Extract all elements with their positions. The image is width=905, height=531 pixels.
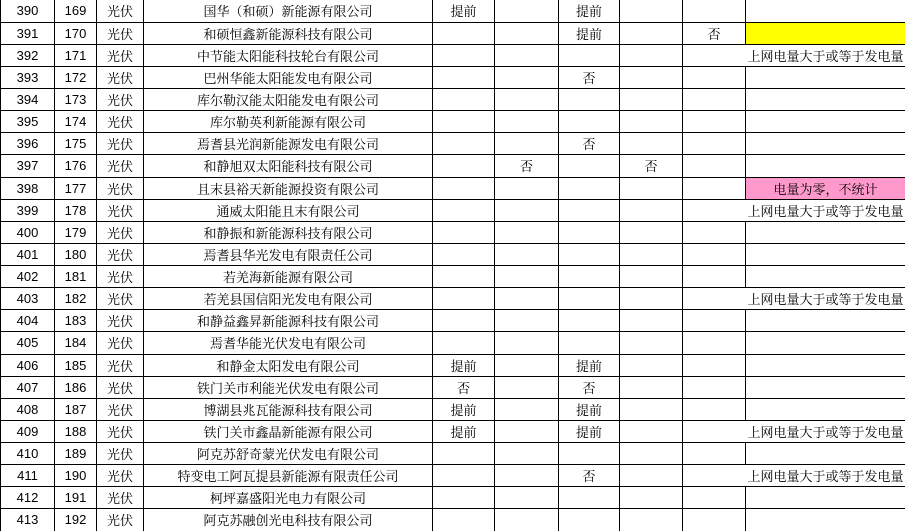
seq-number-cell[interactable]: 172 — [55, 66, 97, 88]
status-cell-3[interactable]: 否 — [559, 66, 620, 88]
status-cell-1[interactable] — [433, 487, 495, 509]
status-cell-5[interactable] — [683, 266, 746, 288]
seq-number-cell[interactable]: 188 — [55, 420, 97, 442]
status-cell-1[interactable]: 提前 — [433, 420, 495, 442]
status-cell-1[interactable] — [433, 465, 495, 487]
status-cell-1[interactable] — [433, 89, 495, 111]
seq-number-cell[interactable]: 181 — [55, 266, 97, 288]
seq-number-cell[interactable]: 169 — [55, 0, 97, 22]
company-name-cell[interactable]: 若羌县国信阳光发电有限公司 — [144, 288, 433, 310]
status-cell-4[interactable] — [620, 332, 683, 354]
status-cell-5[interactable] — [683, 332, 746, 354]
type-cell[interactable]: 光伏 — [97, 199, 144, 221]
status-cell-3[interactable] — [559, 443, 620, 465]
company-name-cell[interactable]: 铁门关市鑫晶新能源有限公司 — [144, 420, 433, 442]
status-cell-3[interactable]: 提前 — [559, 22, 620, 44]
type-cell[interactable]: 光伏 — [97, 354, 144, 376]
table-row — [1, 266, 905, 288]
table-row — [1, 376, 905, 398]
table-row — [1, 310, 905, 332]
status-cell-1[interactable] — [433, 44, 495, 66]
status-cell-4[interactable] — [620, 487, 683, 509]
table-row — [1, 221, 905, 243]
type-cell[interactable]: 光伏 — [97, 89, 144, 111]
status-cell-2[interactable] — [495, 288, 559, 310]
seq-number-cell[interactable]: 189 — [55, 443, 97, 465]
status-cell-5[interactable] — [683, 354, 746, 376]
company-name-cell[interactable]: 铁门关市利能光伏发电有限公司 — [144, 376, 433, 398]
company-name-cell[interactable]: 且末县裕天新能源投资有限公司 — [144, 177, 433, 199]
status-cell-3[interactable] — [559, 288, 620, 310]
note-cell[interactable] — [746, 310, 905, 332]
table-row — [1, 509, 905, 531]
table-row — [1, 66, 905, 88]
status-cell-5[interactable] — [683, 465, 746, 487]
seq-number-cell[interactable]: 178 — [55, 199, 97, 221]
note-cell[interactable] — [746, 111, 905, 133]
company-name-cell[interactable]: 和静金太阳发电有限公司 — [144, 354, 433, 376]
company-name-cell[interactable]: 国华（和硕）新能源有限公司 — [144, 0, 433, 22]
row-number-cell[interactable]: 405 — [1, 332, 55, 354]
note-cell[interactable] — [746, 22, 905, 44]
status-cell-1[interactable]: 提前 — [433, 398, 495, 420]
status-cell-2[interactable] — [495, 199, 559, 221]
seq-number-cell[interactable]: 185 — [55, 354, 97, 376]
status-cell-3[interactable] — [559, 332, 620, 354]
status-cell-5[interactable] — [683, 398, 746, 420]
status-cell-3[interactable] — [559, 221, 620, 243]
status-cell-2[interactable] — [495, 221, 559, 243]
status-cell-1[interactable] — [433, 243, 495, 265]
status-cell-2[interactable] — [495, 310, 559, 332]
status-cell-4[interactable] — [620, 89, 683, 111]
type-cell[interactable]: 光伏 — [97, 420, 144, 442]
status-cell-2[interactable] — [495, 266, 559, 288]
status-cell-5[interactable] — [683, 177, 746, 199]
status-cell-3[interactable] — [559, 509, 620, 531]
note-cell[interactable] — [746, 443, 905, 465]
seq-number-cell[interactable]: 186 — [55, 376, 97, 398]
status-cell-5[interactable] — [683, 487, 746, 509]
status-cell-1[interactable] — [433, 221, 495, 243]
status-cell-4[interactable]: 否 — [620, 155, 683, 177]
company-name-cell[interactable]: 和硕恒鑫新能源科技有限公司 — [144, 22, 433, 44]
row-number-cell[interactable]: 398 — [1, 177, 55, 199]
status-cell-4[interactable] — [620, 420, 683, 442]
company-name-cell[interactable]: 焉耆县华光发电有限责任公司 — [144, 243, 433, 265]
status-cell-4[interactable] — [620, 509, 683, 531]
status-cell-4[interactable] — [620, 0, 683, 22]
status-cell-5[interactable] — [683, 221, 746, 243]
table-row — [1, 420, 905, 442]
status-cell-2[interactable] — [495, 66, 559, 88]
status-cell-2[interactable] — [495, 376, 559, 398]
table-row — [1, 199, 905, 221]
seq-number-cell[interactable]: 187 — [55, 398, 97, 420]
company-name-cell[interactable]: 和静益鑫昇新能源科技有限公司 — [144, 310, 433, 332]
table-row — [1, 465, 905, 487]
status-cell-4[interactable] — [620, 44, 683, 66]
status-cell-2[interactable] — [495, 111, 559, 133]
status-cell-3[interactable] — [559, 243, 620, 265]
status-cell-1[interactable] — [433, 288, 495, 310]
status-cell-1[interactable] — [433, 133, 495, 155]
status-cell-5[interactable] — [683, 509, 746, 531]
company-name-cell[interactable]: 焉耆华能光伏发电有限公司 — [144, 332, 433, 354]
status-cell-4[interactable] — [620, 310, 683, 332]
status-cell-1[interactable] — [433, 310, 495, 332]
status-cell-2[interactable] — [495, 44, 559, 66]
status-cell-3[interactable]: 提前 — [559, 420, 620, 442]
status-cell-2[interactable] — [495, 22, 559, 44]
table-row — [1, 288, 905, 310]
type-cell[interactable]: 光伏 — [97, 243, 144, 265]
status-cell-2[interactable] — [495, 443, 559, 465]
status-cell-3[interactable] — [559, 155, 620, 177]
status-cell-5[interactable] — [683, 288, 746, 310]
type-cell[interactable]: 光伏 — [97, 487, 144, 509]
status-cell-1[interactable] — [433, 443, 495, 465]
row-number-cell[interactable]: 412 — [1, 487, 55, 509]
status-cell-3[interactable] — [559, 199, 620, 221]
status-cell-1[interactable]: 提前 — [433, 0, 495, 22]
note-cell[interactable] — [746, 266, 905, 288]
note-cell[interactable] — [746, 221, 905, 243]
type-cell[interactable]: 光伏 — [97, 465, 144, 487]
status-cell-4[interactable] — [620, 376, 683, 398]
seq-number-cell[interactable]: 180 — [55, 243, 97, 265]
type-cell[interactable]: 光伏 — [97, 155, 144, 177]
type-cell[interactable]: 光伏 — [97, 66, 144, 88]
table-row — [1, 133, 905, 155]
table-row — [1, 332, 905, 354]
company-name-cell[interactable]: 若羌海新能源有限公司 — [144, 266, 433, 288]
status-cell-3[interactable]: 提前 — [559, 354, 620, 376]
status-cell-1[interactable] — [433, 66, 495, 88]
type-cell[interactable]: 光伏 — [97, 266, 144, 288]
table-row — [1, 487, 905, 509]
type-cell[interactable]: 光伏 — [97, 310, 144, 332]
status-cell-5[interactable] — [683, 44, 746, 66]
row-number-cell[interactable]: 404 — [1, 310, 55, 332]
status-cell-2[interactable] — [495, 420, 559, 442]
status-cell-5[interactable] — [683, 310, 746, 332]
note-cell[interactable]: 上网电量大于或等于发电量 — [746, 420, 905, 442]
company-name-cell[interactable]: 特变电工阿瓦提县新能源有限责任公司 — [144, 465, 433, 487]
type-cell[interactable]: 光伏 — [97, 44, 144, 66]
status-cell-3[interactable]: 提前 — [559, 398, 620, 420]
status-cell-5[interactable] — [683, 199, 746, 221]
table-row — [1, 22, 905, 44]
row-number-cell[interactable]: 401 — [1, 243, 55, 265]
company-name-cell[interactable]: 和静振和新能源科技有限公司 — [144, 221, 433, 243]
status-cell-4[interactable] — [620, 243, 683, 265]
status-cell-4[interactable] — [620, 288, 683, 310]
type-cell[interactable]: 光伏 — [97, 288, 144, 310]
status-cell-5[interactable] — [683, 420, 746, 442]
type-cell[interactable]: 光伏 — [97, 0, 144, 22]
note-cell[interactable] — [746, 133, 905, 155]
row-number-cell[interactable]: 397 — [1, 155, 55, 177]
status-cell-5[interactable] — [683, 243, 746, 265]
status-cell-1[interactable] — [433, 155, 495, 177]
type-cell[interactable]: 光伏 — [97, 332, 144, 354]
type-cell[interactable]: 光伏 — [97, 111, 144, 133]
type-cell[interactable]: 光伏 — [97, 177, 144, 199]
status-cell-4[interactable] — [620, 133, 683, 155]
status-cell-1[interactable] — [433, 266, 495, 288]
row-number-cell[interactable]: 399 — [1, 199, 55, 221]
row-number-cell[interactable]: 410 — [1, 443, 55, 465]
row-number-cell[interactable]: 391 — [1, 22, 55, 44]
company-name-cell[interactable]: 阿克苏融创光电科技有限公司 — [144, 509, 433, 531]
status-cell-3[interactable] — [559, 310, 620, 332]
status-cell-5[interactable] — [683, 443, 746, 465]
table-row — [1, 44, 905, 66]
status-cell-4[interactable] — [620, 465, 683, 487]
company-name-cell[interactable]: 柯坪嘉盛阳光电力有限公司 — [144, 487, 433, 509]
status-cell-1[interactable]: 提前 — [433, 354, 495, 376]
note-cell[interactable] — [746, 89, 905, 111]
status-cell-3[interactable]: 否 — [559, 133, 620, 155]
seq-number-cell[interactable]: 173 — [55, 89, 97, 111]
status-cell-5[interactable] — [683, 155, 746, 177]
status-cell-1[interactable] — [433, 111, 495, 133]
note-cell[interactable]: 上网电量大于或等于发电量 — [746, 199, 905, 221]
company-name-cell[interactable]: 阿克苏舒奇蒙光伏发电有限公司 — [144, 443, 433, 465]
status-cell-3[interactable] — [559, 177, 620, 199]
note-cell[interactable] — [746, 398, 905, 420]
status-cell-5[interactable]: 否 — [683, 22, 746, 44]
status-cell-4[interactable] — [620, 111, 683, 133]
note-cell[interactable]: 上网电量大于或等于发电量 — [746, 465, 905, 487]
status-cell-2[interactable] — [495, 354, 559, 376]
status-cell-3[interactable] — [559, 111, 620, 133]
row-number-cell[interactable]: 395 — [1, 111, 55, 133]
status-cell-4[interactable] — [620, 354, 683, 376]
status-cell-1[interactable] — [433, 509, 495, 531]
status-cell-1[interactable] — [433, 332, 495, 354]
status-cell-4[interactable] — [620, 266, 683, 288]
status-cell-3[interactable] — [559, 44, 620, 66]
row-number-cell[interactable]: 390 — [1, 0, 55, 22]
row-number-cell[interactable]: 396 — [1, 133, 55, 155]
status-cell-2[interactable] — [495, 509, 559, 531]
status-cell-5[interactable] — [683, 111, 746, 133]
seq-number-cell[interactable]: 171 — [55, 44, 97, 66]
seq-number-cell[interactable]: 179 — [55, 221, 97, 243]
status-cell-5[interactable] — [683, 376, 746, 398]
seq-number-cell[interactable]: 176 — [55, 155, 97, 177]
status-cell-3[interactable] — [559, 487, 620, 509]
table-row — [1, 0, 905, 22]
status-cell-4[interactable] — [620, 443, 683, 465]
table-row — [1, 243, 905, 265]
status-cell-3[interactable]: 提前 — [559, 0, 620, 22]
seq-number-cell[interactable]: 170 — [55, 22, 97, 44]
row-number-cell[interactable]: 393 — [1, 66, 55, 88]
status-cell-4[interactable] — [620, 398, 683, 420]
row-number-cell[interactable]: 406 — [1, 354, 55, 376]
seq-number-cell[interactable]: 177 — [55, 177, 97, 199]
status-cell-1[interactable] — [433, 22, 495, 44]
status-cell-2[interactable] — [495, 89, 559, 111]
type-cell[interactable]: 光伏 — [97, 221, 144, 243]
company-name-cell[interactable]: 焉耆县光润新能源发电有限公司 — [144, 133, 433, 155]
status-cell-2[interactable] — [495, 0, 559, 22]
row-number-cell[interactable]: 400 — [1, 221, 55, 243]
type-cell[interactable]: 光伏 — [97, 398, 144, 420]
seq-number-cell[interactable]: 191 — [55, 487, 97, 509]
row-number-cell[interactable]: 413 — [1, 509, 55, 531]
status-cell-2[interactable] — [495, 487, 559, 509]
row-number-cell[interactable]: 392 — [1, 44, 55, 66]
seq-number-cell[interactable]: 175 — [55, 133, 97, 155]
status-cell-4[interactable] — [620, 22, 683, 44]
type-cell[interactable]: 光伏 — [97, 443, 144, 465]
status-cell-3[interactable]: 否 — [559, 376, 620, 398]
company-name-cell[interactable]: 通威太阳能且末有限公司 — [144, 199, 433, 221]
company-name-cell[interactable]: 中节能太阳能科技轮台有限公司 — [144, 44, 433, 66]
status-cell-2[interactable] — [495, 243, 559, 265]
note-cell[interactable]: 上网电量大于或等于发电量 — [746, 288, 905, 310]
table-row — [1, 398, 905, 420]
status-cell-3[interactable]: 否 — [559, 465, 620, 487]
note-cell[interactable] — [746, 354, 905, 376]
status-cell-1[interactable] — [433, 199, 495, 221]
note-cell[interactable] — [746, 487, 905, 509]
table-row — [1, 443, 905, 465]
status-cell-5[interactable] — [683, 66, 746, 88]
company-name-cell[interactable]: 巴州华能太阳能发电有限公司 — [144, 66, 433, 88]
status-cell-5[interactable] — [683, 89, 746, 111]
type-cell[interactable]: 光伏 — [97, 133, 144, 155]
note-cell[interactable]: 电量为零，不统计 — [746, 177, 905, 199]
company-name-cell[interactable]: 库尔勒英利新能源有限公司 — [144, 111, 433, 133]
note-cell[interactable] — [746, 332, 905, 354]
row-number-cell[interactable]: 402 — [1, 266, 55, 288]
status-cell-1[interactable] — [433, 177, 495, 199]
status-cell-5[interactable] — [683, 0, 746, 22]
status-cell-4[interactable] — [620, 177, 683, 199]
status-cell-4[interactable] — [620, 221, 683, 243]
note-cell[interactable] — [746, 0, 905, 22]
table-body — [1, 0, 905, 531]
note-cell[interactable] — [746, 243, 905, 265]
note-cell[interactable] — [746, 155, 905, 177]
row-number-cell[interactable]: 407 — [1, 376, 55, 398]
status-cell-2[interactable] — [495, 332, 559, 354]
note-cell[interactable] — [746, 509, 905, 531]
status-cell-2[interactable]: 否 — [495, 155, 559, 177]
row-number-cell[interactable]: 409 — [1, 420, 55, 442]
note-cell[interactable] — [746, 376, 905, 398]
status-cell-5[interactable] — [683, 133, 746, 155]
row-number-cell[interactable]: 403 — [1, 288, 55, 310]
company-name-cell[interactable]: 和静旭双太阳能科技有限公司 — [144, 155, 433, 177]
type-cell[interactable]: 光伏 — [97, 509, 144, 531]
status-cell-2[interactable] — [495, 133, 559, 155]
status-cell-2[interactable] — [495, 465, 559, 487]
table-row — [1, 111, 905, 133]
seq-number-cell[interactable]: 192 — [55, 509, 97, 531]
company-name-cell[interactable]: 博湖县兆瓦能源科技有限公司 — [144, 398, 433, 420]
status-cell-4[interactable] — [620, 199, 683, 221]
note-cell[interactable] — [746, 66, 905, 88]
row-number-cell[interactable]: 394 — [1, 89, 55, 111]
table-row — [1, 177, 905, 199]
seq-number-cell[interactable]: 174 — [55, 111, 97, 133]
seq-number-cell[interactable]: 182 — [55, 288, 97, 310]
seq-number-cell[interactable]: 183 — [55, 310, 97, 332]
table-row — [1, 89, 905, 111]
status-cell-2[interactable] — [495, 177, 559, 199]
note-cell[interactable]: 上网电量大于或等于发电量 — [746, 44, 905, 66]
seq-number-cell[interactable]: 190 — [55, 465, 97, 487]
status-cell-3[interactable] — [559, 266, 620, 288]
status-cell-1[interactable]: 否 — [433, 376, 495, 398]
type-cell[interactable]: 光伏 — [97, 376, 144, 398]
status-cell-2[interactable] — [495, 398, 559, 420]
row-number-cell[interactable]: 408 — [1, 398, 55, 420]
status-cell-4[interactable] — [620, 66, 683, 88]
seq-number-cell[interactable]: 184 — [55, 332, 97, 354]
company-name-cell[interactable]: 库尔勒汉能太阳能发电有限公司 — [144, 89, 433, 111]
table-row — [1, 155, 905, 177]
type-cell[interactable]: 光伏 — [97, 22, 144, 44]
table-row — [1, 354, 905, 376]
row-number-cell[interactable]: 411 — [1, 465, 55, 487]
status-cell-3[interactable] — [559, 89, 620, 111]
